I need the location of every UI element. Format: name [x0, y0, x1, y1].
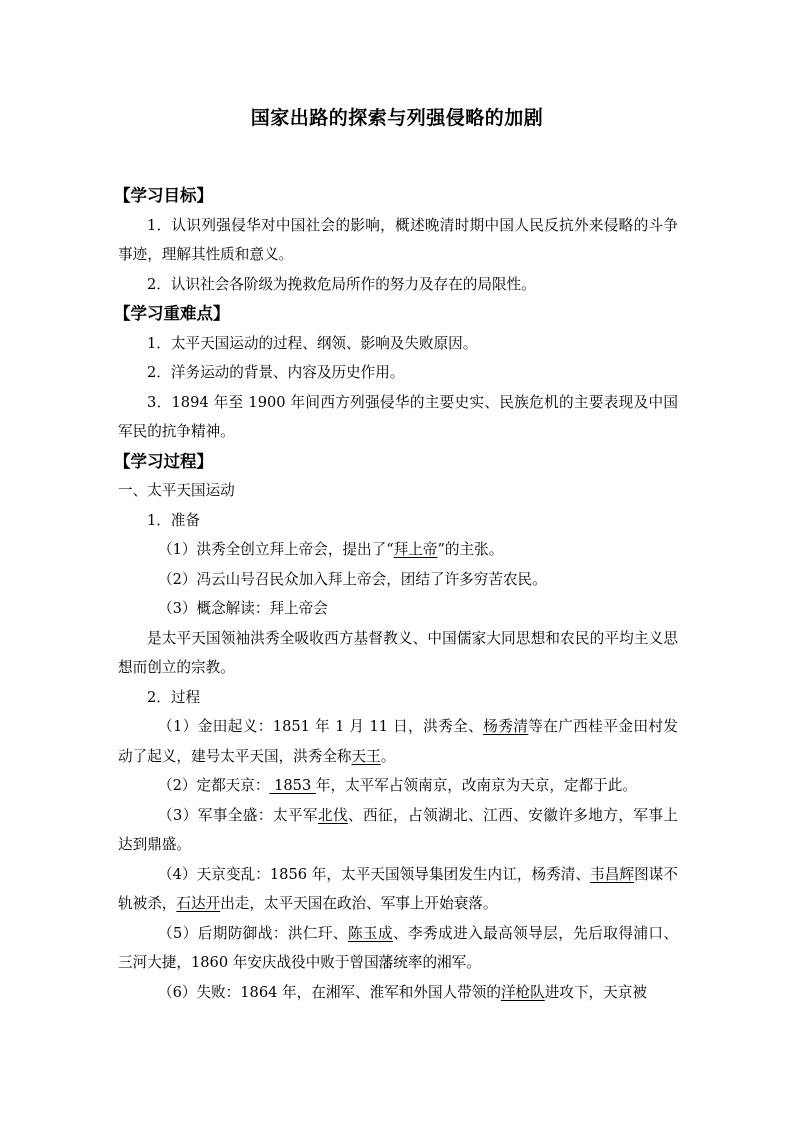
document-body: [114, 181, 678, 1007]
subsection-title-prep: 1．准备: [147, 511, 201, 529]
underlined-term: 1853: [269, 777, 316, 794]
underlined-term: 洋枪队: [500, 983, 545, 1001]
underlined-term: 天王: [351, 747, 381, 765]
underlined-term: 杨秀清: [483, 718, 529, 735]
concept-explanation: 是太平天国领袖洪秀全吸收西方基督教义、中国儒家大同思想和农民的平均主义思想而创立的宗教。: [118, 629, 678, 676]
goal-item-1: 1．认识列强侵华对中国社会的影响，概述晚清时期中国人民反抗外来侵略的斗争事迹，理解其性质和意义。: [118, 216, 678, 263]
underlined-term: 陈玉成: [347, 924, 394, 942]
page-title: 国家出路的探索与列强侵略的加剧: [250, 107, 544, 129]
course-item-6: （6）失败：1864 年，在湘军、淮军和外国人带领的洋枪队进攻下，天京被: [158, 983, 647, 1001]
key-point-item-1: 1．太平天国运动的过程、纲领、影响及失败原因。: [147, 334, 478, 352]
underlined-term: 北伐: [317, 806, 348, 824]
course-item-1: （1）金田起义：1851 年 1 月 11 日，洪秀全、杨秀清等在广西桂平金田村发动了起义，建号太平天国，洪秀全称天王。: [118, 718, 678, 765]
prep-item-1: （1）洪秀全创立拜上帝会，提出了“拜上帝”的主张。: [158, 541, 504, 558]
section-heading-process: 【学习过程】: [114, 451, 213, 471]
key-point-item-3: 3．1894 年至 1900 年间西方列强侵华的主要史实、民族危机的主要表现及中国军民的抗争精神。: [118, 393, 678, 440]
course-item-4: （4）天京变乱：1856 年，太平天国领导集团发生内讧，杨秀清、韦昌辉图谋不轨被杀，石达开出走，太平天国在政治、军事上开始衰落。: [118, 865, 678, 912]
course-item-2: （2）定都天京： 1853 年，太平军占领南京，改南京为天京，定都于此。: [158, 777, 637, 794]
underlined-term: 石达开: [176, 895, 221, 912]
prep-item-2: （2）冯云山号召民众加入拜上帝会，团结了许多穷苦农民。: [158, 570, 547, 588]
underlined-term: 拜上帝: [393, 541, 438, 558]
section-heading-goals: 【学习目标】: [114, 186, 213, 205]
key-point-item-2: 2．洋务运动的背景、内容及历史作用。: [147, 364, 405, 381]
course-item-3: （3）军事全盛：太平军北伐、西征，占领湖北、江西、安徽许多地方，军事上达到鼎盛。: [118, 806, 678, 853]
subsection-title-course: 2．过程: [147, 688, 201, 706]
course-item-5: （5）后期防御战：洪仁玕、陈玉成、李秀成进入最高领导层，先后取得浦口、三河大捷，1860 年安庆战役中败于曾国藩统率的湘军。: [118, 924, 678, 971]
part-title: 一、太平天国运动: [118, 482, 235, 499]
underlined-term: 韦昌辉: [590, 865, 635, 883]
goal-item-2: 2．认识社会各阶级为挽救危局所作的努力及存在的局限性。: [147, 275, 536, 293]
section-heading-key-points: 【学习重难点】: [114, 304, 230, 323]
prep-item-3: （3）概念解读：拜上帝会: [158, 600, 328, 617]
